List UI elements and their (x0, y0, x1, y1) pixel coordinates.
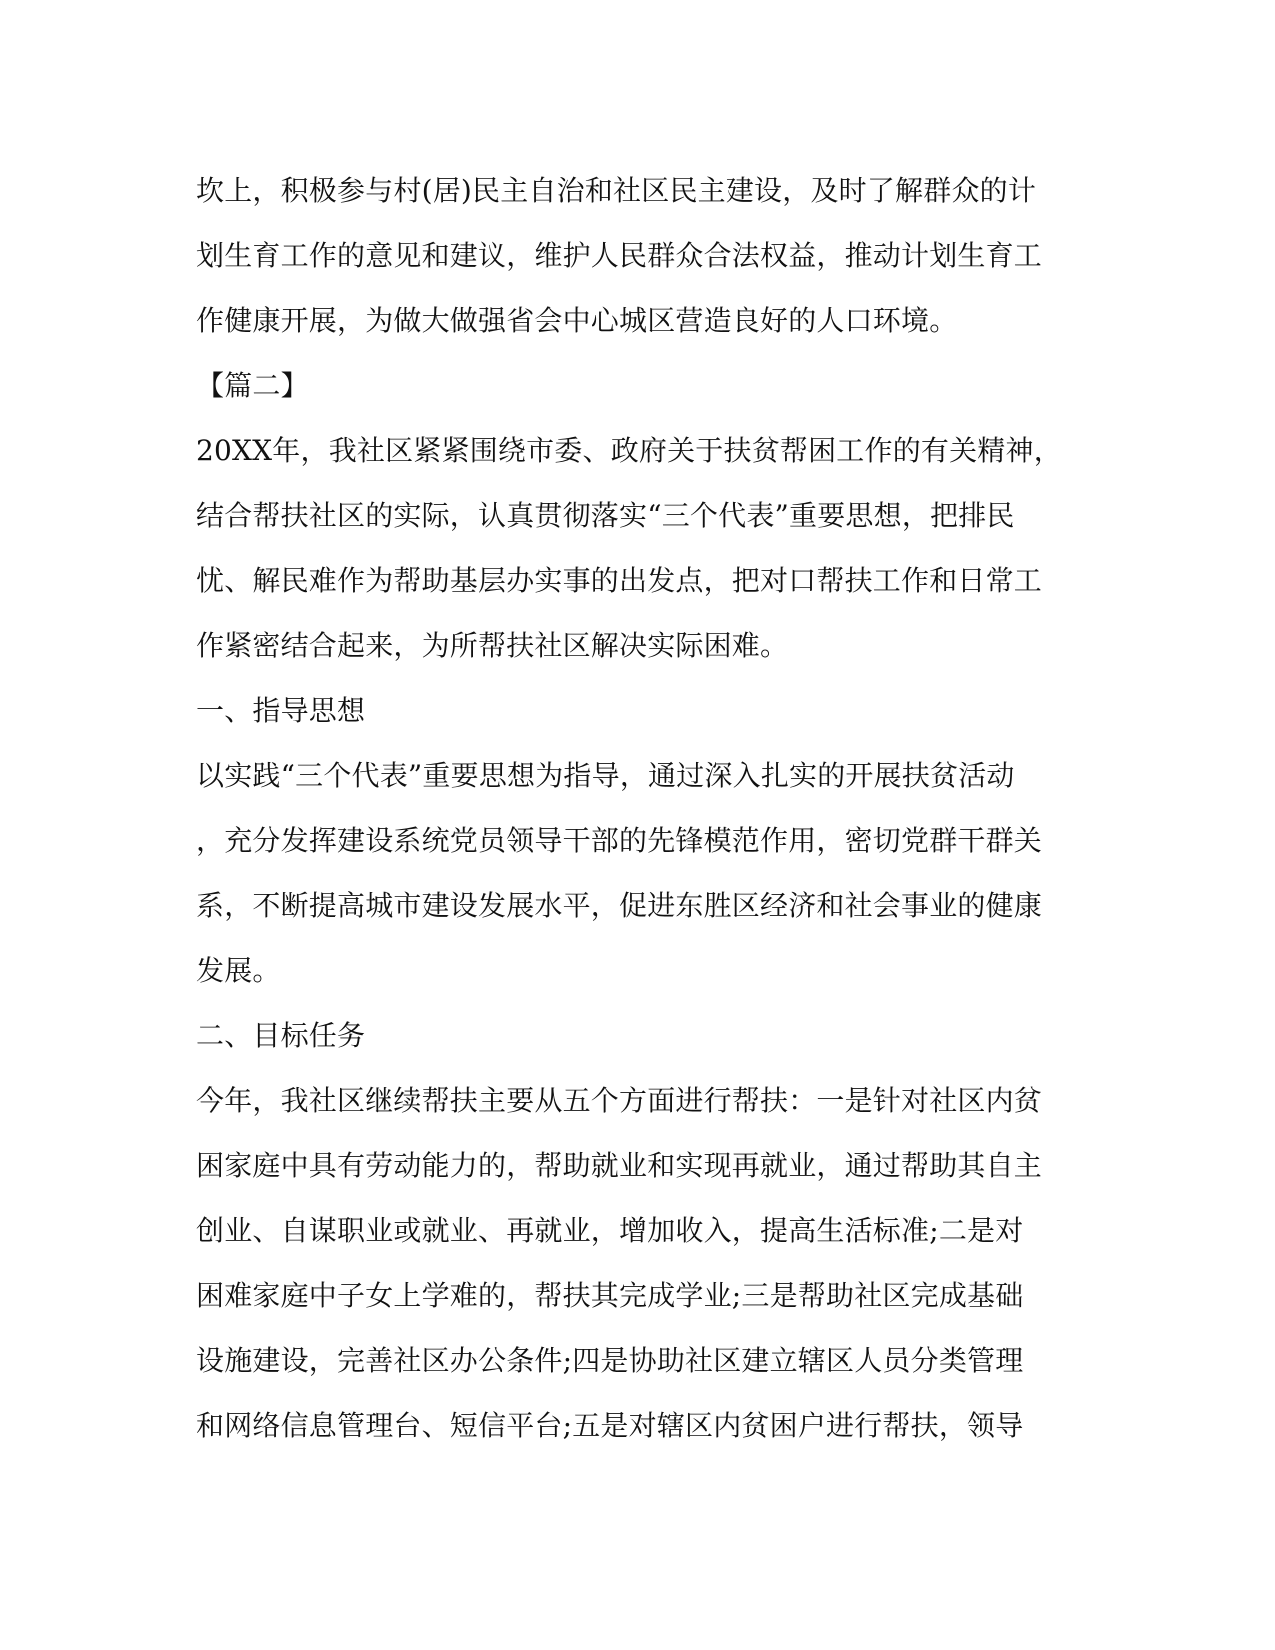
document-body (196, 158, 1076, 1458)
text-line: 和网络信息管理台、短信平台;五是对辖区内贫困户进行帮扶，领导 (196, 1409, 1024, 1442)
text-line: 作健康开展，为做大做强省会中心城区营造良好的人口环境。 (196, 304, 958, 337)
section-heading: 一、指导思想 (196, 694, 366, 727)
text-line: 坎上，积极参与村(居)民主自治和社区民主建设，及时了解群众的计 (196, 174, 1037, 207)
text-line: 设施建设，完善社区办公条件;四是协助社区建立辖区人员分类管理 (196, 1344, 1024, 1377)
text-line: 20XX年，我社区紧紧围绕市委、政府关于扶贫帮困工作的有关精神， (196, 434, 1062, 467)
text-line: 作紧密结合起来，为所帮扶社区解决实际困难。 (196, 629, 789, 662)
section-heading: 二、目标任务 (196, 1019, 366, 1052)
text-line: 发展。 (196, 954, 281, 987)
text-line: ，充分发挥建设系统党员领导干部的先锋模范作用，密切党群干群关 (196, 824, 1043, 857)
text-line: 系，不断提高城市建设发展水平，促进东胜区经济和社会事业的健康 (196, 889, 1043, 922)
section-heading: 【篇二】 (196, 369, 309, 402)
text-line: 创业、自谋职业或就业、再就业，增加收入，提高生活标准;二是对 (196, 1214, 1024, 1247)
text-line: 今年，我社区继续帮扶主要从五个方面进行帮扶：一是针对社区内贫 (196, 1084, 1043, 1117)
text-line: 结合帮扶社区的实际，认真贯彻落实“三个代表”重要思想，把排民 (196, 499, 1015, 532)
text-line: 以实践“三个代表”重要思想为指导，通过深入扎实的开展扶贫活动 (196, 759, 1015, 792)
text-line: 困家庭中具有劳动能力的，帮助就业和实现再就业，通过帮助其自主 (196, 1149, 1043, 1182)
text-line: 划生育工作的意见和建议，维护人民群众合法权益，推动计划生育工 (196, 239, 1043, 272)
text-line: 困难家庭中子女上学难的，帮扶其完成学业;三是帮助社区完成基础 (196, 1279, 1024, 1312)
text-line: 忧、解民难作为帮助基层办实事的出发点，把对口帮扶工作和日常工 (196, 564, 1043, 597)
